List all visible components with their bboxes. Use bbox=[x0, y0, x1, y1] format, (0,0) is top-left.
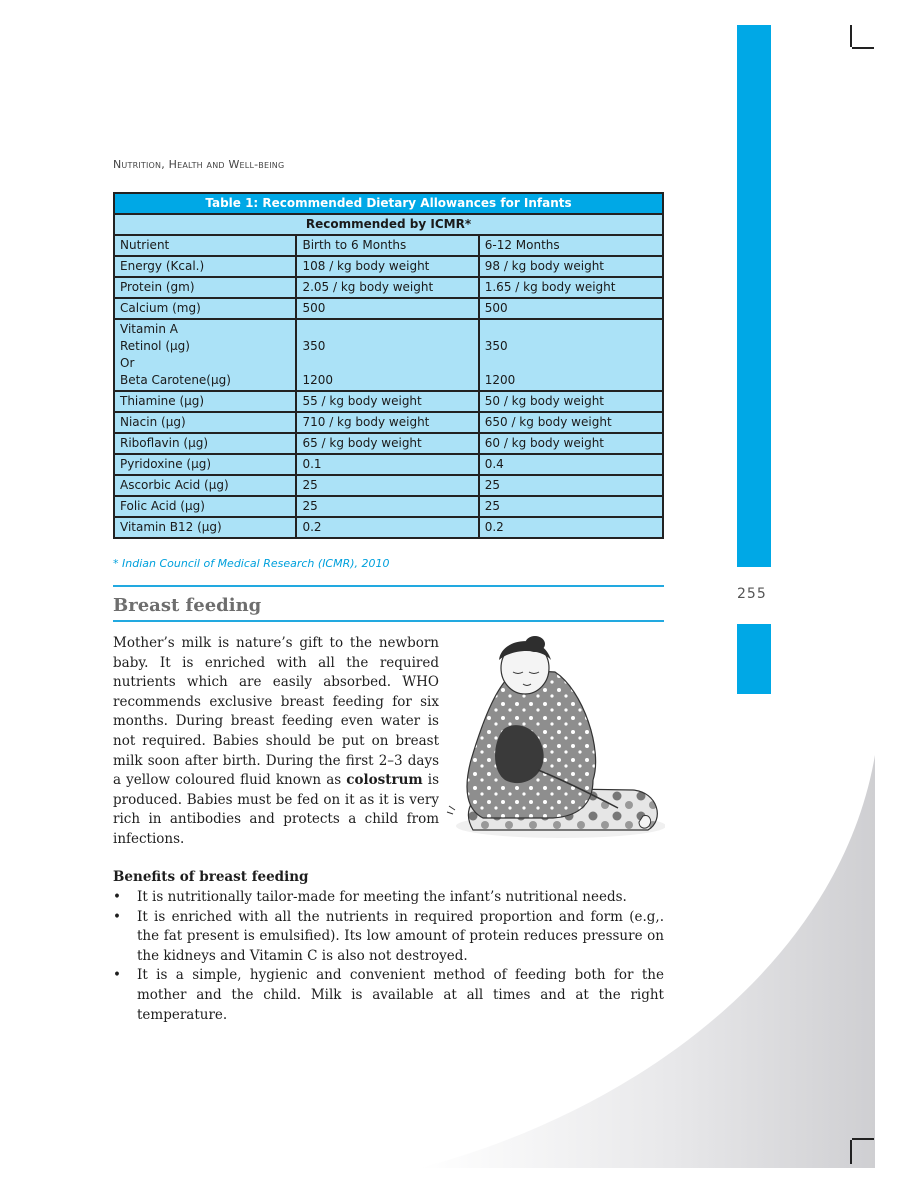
paragraph-text: is produced. Babies must be fed on it as it is very rich in antibodies and protects a child from infections. bbox=[113, 772, 439, 847]
table-cell: 50 / kg body weight bbox=[479, 391, 663, 412]
table-cell: 2.05 / kg body weight bbox=[296, 277, 478, 298]
section-rule-bottom bbox=[113, 620, 664, 622]
table-cell: Niacin (µg) bbox=[114, 412, 296, 433]
list-item bbox=[113, 888, 664, 908]
table-footnote: * Indian Council of Medical Research (ICMR), 2010 bbox=[113, 557, 390, 570]
table-cell: Thiamine (µg) bbox=[114, 391, 296, 412]
benefits-list bbox=[113, 888, 664, 1025]
list-item-text: It is nutritionally tailor-made for meeting the infant’s nutritional needs. bbox=[137, 889, 627, 905]
table-row bbox=[114, 496, 663, 517]
table-cell: 60 / kg body weight bbox=[479, 433, 663, 454]
bullet-marker: • bbox=[113, 967, 121, 984]
table-row bbox=[114, 391, 663, 412]
section-rule-top bbox=[113, 585, 664, 587]
list-item-text: It is enriched with all the nutrients in required proportion and form (e.g,. the fat present is emulsified). Its low amount of protein reduces pressure on the kidneys and Vitamin C is also not destroyed. bbox=[137, 908, 664, 964]
table-cell: Ascorbic Acid (µg) bbox=[114, 475, 296, 496]
table-cell: Vitamin B12 (µg) bbox=[114, 517, 296, 538]
table-cell-multiline bbox=[479, 319, 663, 391]
table-cell: 500 bbox=[296, 298, 478, 319]
cell-line: 1200 bbox=[484, 373, 516, 387]
bullet-marker: • bbox=[113, 889, 121, 905]
table-header-cell: 6-12 Months bbox=[479, 235, 663, 256]
bold-term: colostrum bbox=[346, 772, 423, 789]
table-cell: 25 bbox=[296, 496, 478, 517]
table-header-cell: Birth to 6 Months bbox=[296, 235, 478, 256]
table-row bbox=[114, 298, 663, 319]
table-cell: 0.2 bbox=[479, 517, 663, 538]
table-row bbox=[114, 454, 663, 475]
crop-mark bbox=[852, 1138, 874, 1140]
rda-table bbox=[113, 192, 664, 539]
page-number: 255 bbox=[737, 586, 767, 602]
table-title-row bbox=[114, 193, 663, 214]
table-cell: 650 / kg body weight bbox=[479, 412, 663, 433]
crop-mark bbox=[850, 25, 852, 47]
table-row bbox=[114, 433, 663, 454]
benefits-heading: Benefits of breast feeding bbox=[113, 869, 309, 885]
body-paragraph bbox=[113, 634, 439, 850]
table-subtitle: Recommended by ICMR* bbox=[114, 214, 663, 235]
cell-line: 1200 bbox=[302, 373, 334, 387]
table-subtitle-row bbox=[114, 214, 663, 235]
table-row bbox=[114, 517, 663, 538]
table-row bbox=[114, 277, 663, 298]
side-bar-top bbox=[737, 25, 771, 567]
table-row-vitamin-a bbox=[114, 319, 663, 391]
breastfeeding-illustration bbox=[443, 630, 665, 842]
table-row bbox=[114, 412, 663, 433]
cell-line: 350 bbox=[484, 339, 508, 353]
table-cell: 55 / kg body weight bbox=[296, 391, 478, 412]
table-cell: 0.1 bbox=[296, 454, 478, 475]
table-cell: Calcium (mg) bbox=[114, 298, 296, 319]
table-cell: 65 / kg body weight bbox=[296, 433, 478, 454]
table-cell: Riboflavin (µg) bbox=[114, 433, 296, 454]
table-cell: Pyridoxine (µg) bbox=[114, 454, 296, 475]
cell-line: Beta Carotene(µg) bbox=[120, 373, 231, 387]
table-cell: Protein (gm) bbox=[114, 277, 296, 298]
list-item-text: It is a simple, hygienic and convenient method of feeding both for the mother and the child. Milk is available at all times and at the right temperature. bbox=[137, 967, 664, 1023]
table-cell: Energy (Kcal.) bbox=[114, 256, 296, 277]
table-cell: 710 / kg body weight bbox=[296, 412, 478, 433]
table-cell: 0.2 bbox=[296, 517, 478, 538]
list-item bbox=[113, 966, 664, 1025]
cell-line: Retinol (µg) bbox=[120, 339, 190, 353]
table-cell: 25 bbox=[479, 475, 663, 496]
table-cell: Folic Acid (µg) bbox=[114, 496, 296, 517]
table-row bbox=[114, 475, 663, 496]
paragraph-text: Mother’s milk is nature’s gift to the newborn baby. It is enriched with all the required nutrients which are easily absorbed. WHO recommends exclusive breast feeding for six months. During breast feeding even water is not required. Babies should be put on breast milk soon after birth. During the first 2–3 days a yellow coloured fluid known as bbox=[113, 635, 439, 789]
crop-mark bbox=[850, 1140, 852, 1164]
side-bar-bottom bbox=[737, 624, 771, 694]
table-header-cell: Nutrient bbox=[114, 235, 296, 256]
table-title: Table 1: Recommended Dietary Allowances for Infants bbox=[114, 193, 663, 214]
table-cell: 98 / kg body weight bbox=[479, 256, 663, 277]
table-cell: 108 / kg body weight bbox=[296, 256, 478, 277]
running-head bbox=[113, 158, 284, 171]
cell-line: 350 bbox=[302, 339, 326, 353]
cell-line: Vitamin A bbox=[120, 322, 178, 336]
list-item bbox=[113, 908, 664, 967]
section-title: Breast feeding bbox=[113, 595, 262, 616]
table-cell: 1.65 / kg body weight bbox=[479, 277, 663, 298]
crop-mark bbox=[852, 47, 874, 49]
table-row bbox=[114, 256, 663, 277]
cell-line: Or bbox=[120, 356, 135, 370]
table-cell-multiline bbox=[114, 319, 296, 391]
table-cell: 25 bbox=[479, 496, 663, 517]
bullet-marker: • bbox=[113, 908, 121, 925]
running-head-text: Nutrition, Health and Well-being bbox=[113, 158, 285, 171]
table-cell: 25 bbox=[296, 475, 478, 496]
table-cell: 0.4 bbox=[479, 454, 663, 475]
table-cell: 500 bbox=[479, 298, 663, 319]
table-cell-multiline bbox=[296, 319, 478, 391]
table-header-row bbox=[114, 235, 663, 256]
